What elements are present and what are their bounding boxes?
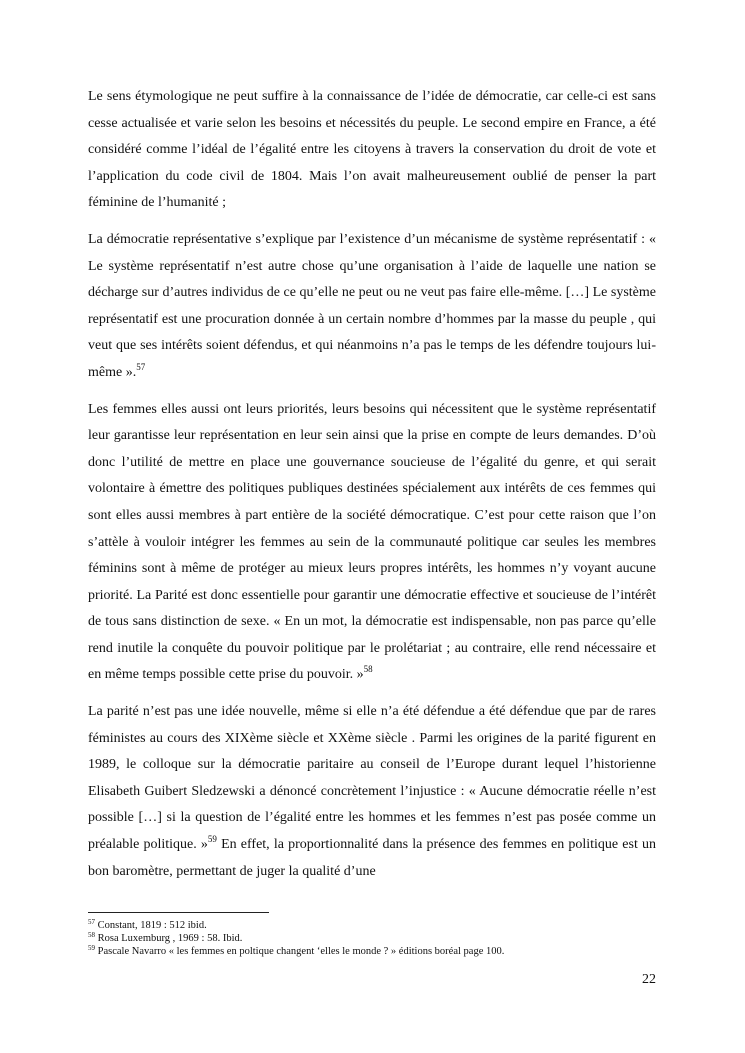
page-number: 22: [642, 972, 656, 987]
paragraph-1: [88, 84, 656, 217]
footnote-ref-59[interactable]: 59: [207, 834, 217, 845]
footnote-text: Constant, 1819 : 512 ibid.: [95, 920, 207, 931]
paragraph-1-text: Le sens étymologique ne peut suffire à la connaissance de l’idée de démocratie, car celle-ci est sans cesse actualisée et varie selon les besoins et nécessités du peuple. Le second empire en France, a été considéré comme l’idéal de l’égalité entre les citoyens à travers la conservation du droit de vote et l’application du code civil de 1804. Mais l’on avait malheureusement oublié de penser la part féminine de l’humanité ;: [88, 89, 656, 211]
footnote-ref-57[interactable]: 57: [136, 361, 146, 372]
paragraph-4-continuation: En effet, la proportionnalité dans la présence des femmes en politique est un bon baromètre, permettant de juger la qualité d’une: [88, 837, 656, 879]
paragraph-2: [88, 227, 656, 387]
footnote-separator: [88, 912, 269, 913]
footnote-number: 57: [88, 918, 95, 926]
paragraph-3-text: Les femmes elles aussi ont leurs priorités, leurs besoins qui nécessitent que le système représentatif leur garantisse leur représentation en leur sein ainsi que la prise en compte de leurs demandes. D’où donc l’utilité de mettre en place une gouvernance soucieuse de l’égalité du genre, et qui serait volontaire à émettre des politiques publiques destinées spécialement aux intérêts de ces femmes qui sont elles aussi membres à part entière de la société démocratique. C’est pour cette raison que l’on s’attèle à vouloir intégrer les femmes au sein de la communauté politique car seules les membres féminins sont à même de protéger au mieux leurs propres intérêts, les hommes n’y voyant aucune priorité. La Parité est donc essentielle pour garantir une démocratie effective et soucieuse de l’intérêt de tous sans distinction de sexe. « En un mot, la démocratie est indispensable, non pas parce qu’elle rend inutile la conquête du pouvoir politique par le prolétariat ; au contraire, elle rend nécessaire et en même temps possible cette prise du pouvoir. »: [88, 401, 656, 683]
page-body: [88, 84, 656, 895]
paragraph-4-text: La parité n’est pas une idée nouvelle, même si elle n’a été défendue a été défendue que par de rares féministes au cours des XIXème siècle et XXème siècle . Parmi les origines de la parité figurent en 1989, le colloque sur la démocratie paritaire au conseil de l’Europe durant lequel l’historienne Elisabeth Guibert Sledzewski a dénoncé concrètement l’injustice : « Aucune démocratie réelle n’est possible […] si la question de l’égalité entre les hommes et les femmes n’est pas posée comme un préalable politique. »: [88, 704, 656, 853]
footnote-ref-58[interactable]: 58: [363, 664, 373, 675]
paragraph-2-text: La démocratie représentative s’explique par l’existence d’un mécanisme de système représentatif : « Le système représentatif n’est autre chose qu’une organisation à l’aide de laquelle une nation se décharge sur d’autres individus de ce qu’elle ne peut ou ne veut pas faire elle-même. […] Le système représentatif est une procuration donnée à un certain nombre d’hommes par la masse du peuple , qui veut que ses intérêts soient défendus, et qui néanmoins n’a pas le temps de les défendre toujours lui-même ».: [88, 231, 656, 380]
footnote-number: 59: [88, 944, 95, 952]
footnote-58: [88, 932, 656, 945]
footnote-text: Pascale Navarro « les femmes en poltique changent ‘elles le monde ? » éditions boréal page 100.: [95, 946, 505, 957]
paragraph-4: [88, 699, 656, 885]
paragraph-3: [88, 397, 656, 690]
footnote-text: Rosa Luxemburg , 1969 : 58. Ibid.: [95, 933, 243, 944]
footnote-number: 58: [88, 931, 95, 939]
footnotes: [88, 919, 656, 958]
footnote-57: [88, 919, 656, 932]
footnote-59: [88, 945, 656, 958]
